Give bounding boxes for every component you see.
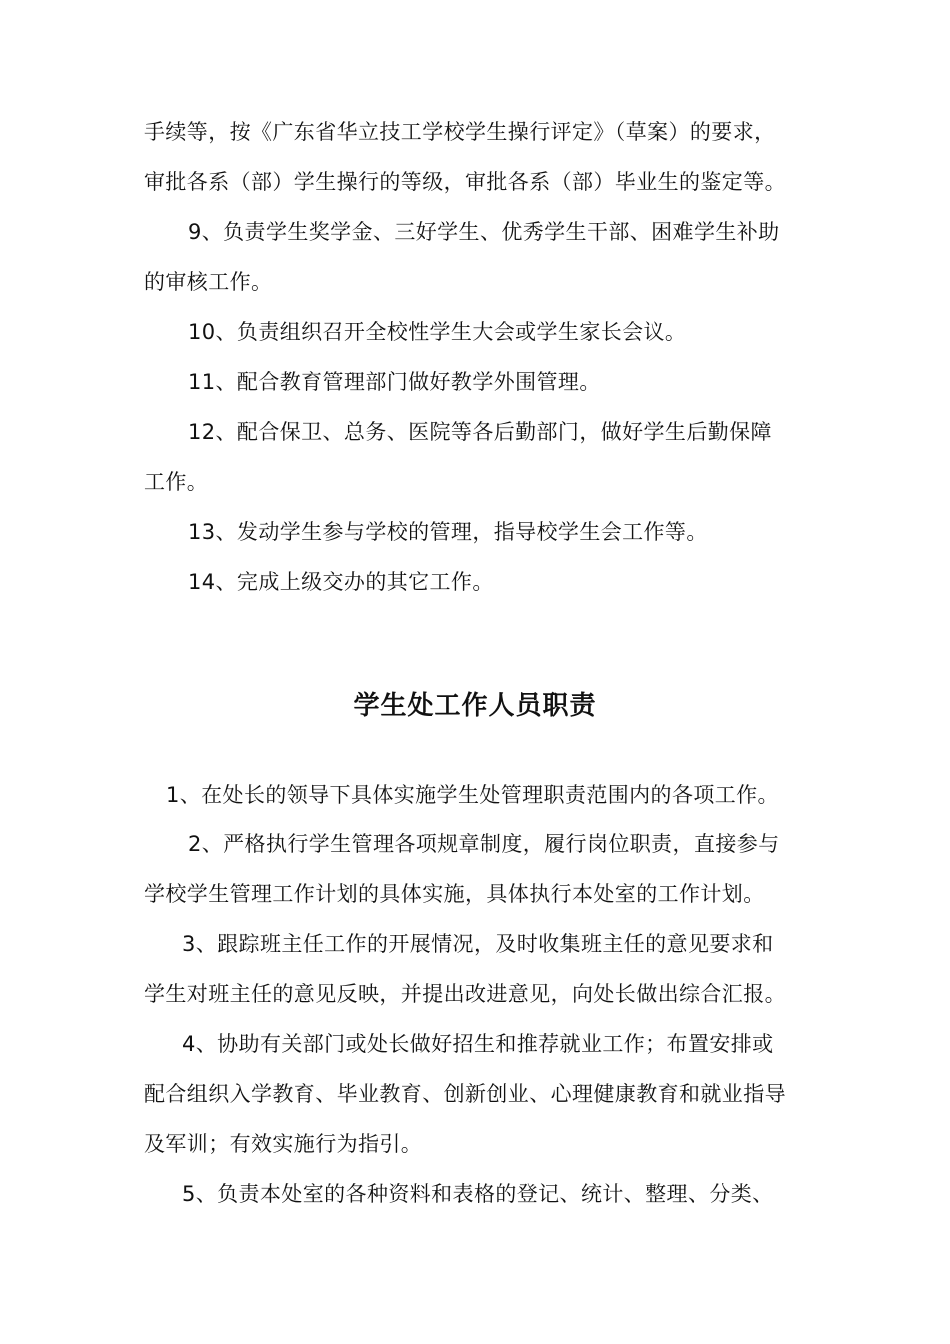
paragraph-line: 11、配合教育管理部门做好教学外围管理。 bbox=[188, 370, 601, 394]
paragraph-line: 工作。 bbox=[144, 470, 209, 494]
paragraph-line: 3、跟踪班主任工作的开展情况，及时收集班主任的意见要求和 bbox=[182, 932, 774, 956]
paragraph-line: 及军训；有效实施行为指引。 bbox=[144, 1132, 423, 1156]
paragraph-line: 审批各系（部）学生操行的等级，审批各系（部）毕业生的鉴定等。 bbox=[144, 170, 786, 194]
paragraph-line: 9、负责学生奖学金、三好学生、优秀学生干部、困难学生补助 bbox=[188, 220, 780, 244]
paragraph-line: 13、发动学生参与学校的管理，指导校学生会工作等。 bbox=[188, 520, 708, 544]
paragraph-line: 14、完成上级交办的其它工作。 bbox=[188, 570, 494, 594]
paragraph-line: 配合组织入学教育、毕业教育、创新创业、心理健康教育和就业指导 bbox=[144, 1082, 786, 1106]
paragraph-line: 2、严格执行学生管理各项规章制度，履行岗位职责，直接参与 bbox=[188, 832, 780, 856]
paragraph-line: 12、配合保卫、总务、医院等各后勤部门，做好学生后勤保障 bbox=[188, 420, 772, 444]
paragraph-line: 学校学生管理工作计划的具体实施，具体执行本处室的工作计划。 bbox=[144, 882, 765, 906]
section-title: 学生处工作人员职责 bbox=[353, 691, 597, 721]
paragraph-line: 手续等，按《广东省华立技工学校学生操行评定》（草案）的要求， bbox=[144, 120, 776, 144]
paragraph-line: 1、在处长的领导下具体实施学生处管理职责范围内的各项工作。 bbox=[166, 783, 779, 807]
paragraph-line: 10、负责组织召开全校性学生大会或学生家长会议。 bbox=[188, 320, 687, 344]
paragraph-line: 学生对班主任的意见反映，并提出改进意见，向处长做出综合汇报。 bbox=[144, 982, 786, 1006]
paragraph-line: 4、协助有关部门或处长做好招生和推荐就业工作；布置安排或 bbox=[182, 1032, 774, 1056]
paragraph-line: 5、负责本处室的各种资料和表格的登记、统计、整理、分类、 bbox=[182, 1182, 774, 1206]
paragraph-line: 的审核工作。 bbox=[144, 270, 273, 294]
